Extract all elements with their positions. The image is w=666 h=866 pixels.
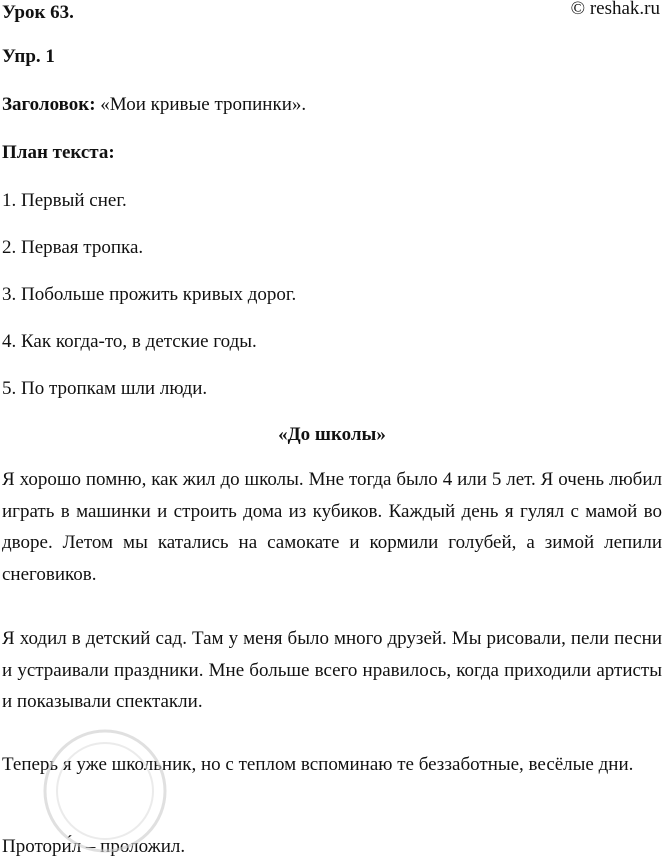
exercise-heading: Упр. 1 [2,46,55,67]
plan-item: 4. Как когда-то, в детские годы. [2,331,257,352]
title-value: «Мои кривые тропинки». [95,94,307,115]
plan-item: 3. Побольше прожить кривых дорог. [2,284,297,305]
essay-paragraph: Я ходил в детский сад. Там у меня было много друзей. Мы рисовали, пели песни и устраивали праздники. Мне больше всего нравилось, когда приходили артисты и показывали спектакли. [2,628,662,713]
plan-item: 2. Первая тропка. [2,237,144,258]
plan-item: 1. Первый снег. [2,190,127,211]
document-page [2,0,662,861]
plan-item: 5. По тропкам шли люди. [2,378,208,399]
essay-title: «До школы» [278,424,386,445]
essay-paragraph: Я хорошо помню, как жил до школы. Мне тогда было 4 или 5 лет. Я очень любил играть в машинки и строить дома из кубиков. Каждый день я гулял с мамой во дворе. Летом мы катались на самокате и кормили голубей, а зимой лепили снеговиков. [2,469,662,586]
plan-label: План текста: [2,142,115,163]
copyright-notice: © reshak.ru [570,0,660,19]
title-line [2,94,306,116]
lesson-heading: Урок 63. [2,2,74,23]
title-label: Заголовок: [2,94,96,115]
essay-paragraph: Теперь я уже школьник, но с теплом вспоминаю те беззаботные, весёлые дни. [2,754,634,775]
footnote: Протори́л – проложил. [2,836,186,857]
